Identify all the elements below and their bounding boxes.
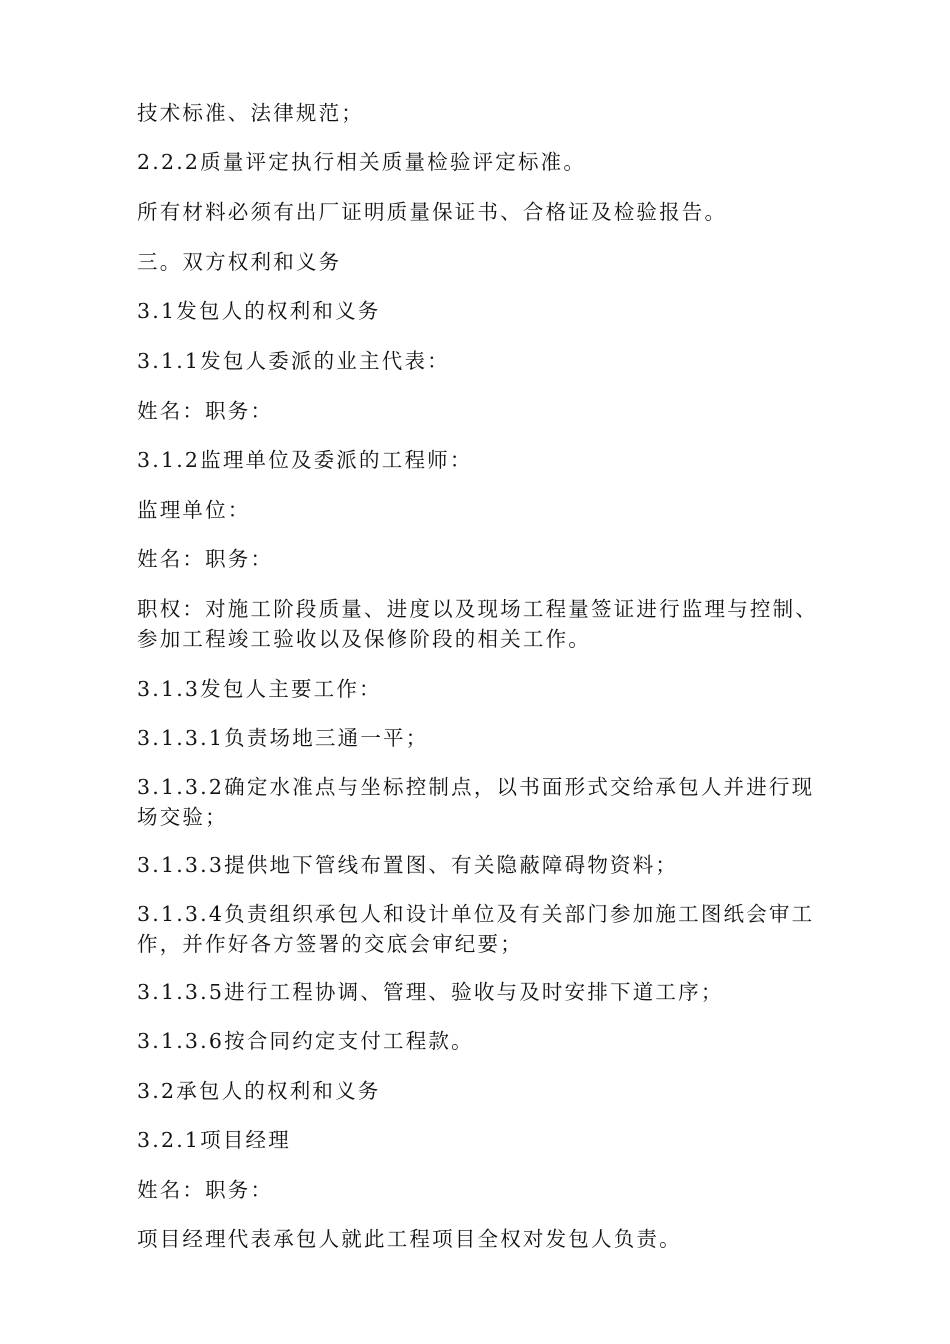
paragraph-3-1-3: 3.1.3发包人主要工作： xyxy=(137,677,382,701)
paragraph-3-1: 3.1发包人的权利和义务 xyxy=(137,299,381,323)
paragraph-project-manager: 项目经理代表承包人就此工程项目全权对发包人负责。 xyxy=(137,1227,682,1251)
paragraph-3-2: 3.2承包人的权利和义务 xyxy=(137,1079,381,1103)
paragraph-3-1-3-1: 3.1.3.1负责场地三通一平； xyxy=(137,726,429,750)
paragraph-authority: 职权：对施工阶段质量、进度以及现场工程量签证进行监理与控制、参加工程竣工验收以及保修阶段的相关工作。 xyxy=(137,597,818,651)
paragraph-name-title-2: 姓名：职务： xyxy=(137,547,274,571)
paragraph-name-title-1: 姓名：职务： xyxy=(137,399,274,423)
paragraph-3-1-3-5: 3.1.3.5进行工程协调、管理、验收与及时安排下道工序； xyxy=(137,980,724,1004)
paragraph-3-1-1: 3.1.1发包人委派的业主代表： xyxy=(137,349,450,373)
paragraph-technical-standards: 技术标准、法律规范； xyxy=(137,101,364,125)
paragraph-3-2-1: 3.2.1项目经理 xyxy=(137,1128,291,1152)
paragraph-materials: 所有材料必须有出厂证明质量保证书、合格证及检验报告。 xyxy=(137,200,728,224)
paragraph-name-title-3: 姓名：职务： xyxy=(137,1178,274,1202)
paragraph-3-1-3-2: 3.1.3.2确定水准点与坐标控制点，以书面形式交给承包人并进行现场交验； xyxy=(137,775,815,829)
paragraph-3-1-3-3: 3.1.3.3提供地下管线布置图、有关隐蔽障碍物资料； xyxy=(137,853,679,877)
paragraph-3-1-2: 3.1.2监理单位及委派的工程师： xyxy=(137,448,473,472)
paragraph-3-1-3-6: 3.1.3.6按合同约定支付工程款。 xyxy=(137,1029,474,1053)
paragraph-supervision-unit: 监理单位： xyxy=(137,498,251,522)
paragraph-3-1-3-4: 3.1.3.4负责组织承包人和设计单位及有关部门参加施工图纸会审工作，并作好各方签署的交底会审纪要； xyxy=(137,902,815,956)
section-heading-3: 三。双方权利和义务 xyxy=(137,250,342,274)
paragraph-2-2-2: 2.2.2质量评定执行相关质量检验评定标准。 xyxy=(137,150,587,174)
